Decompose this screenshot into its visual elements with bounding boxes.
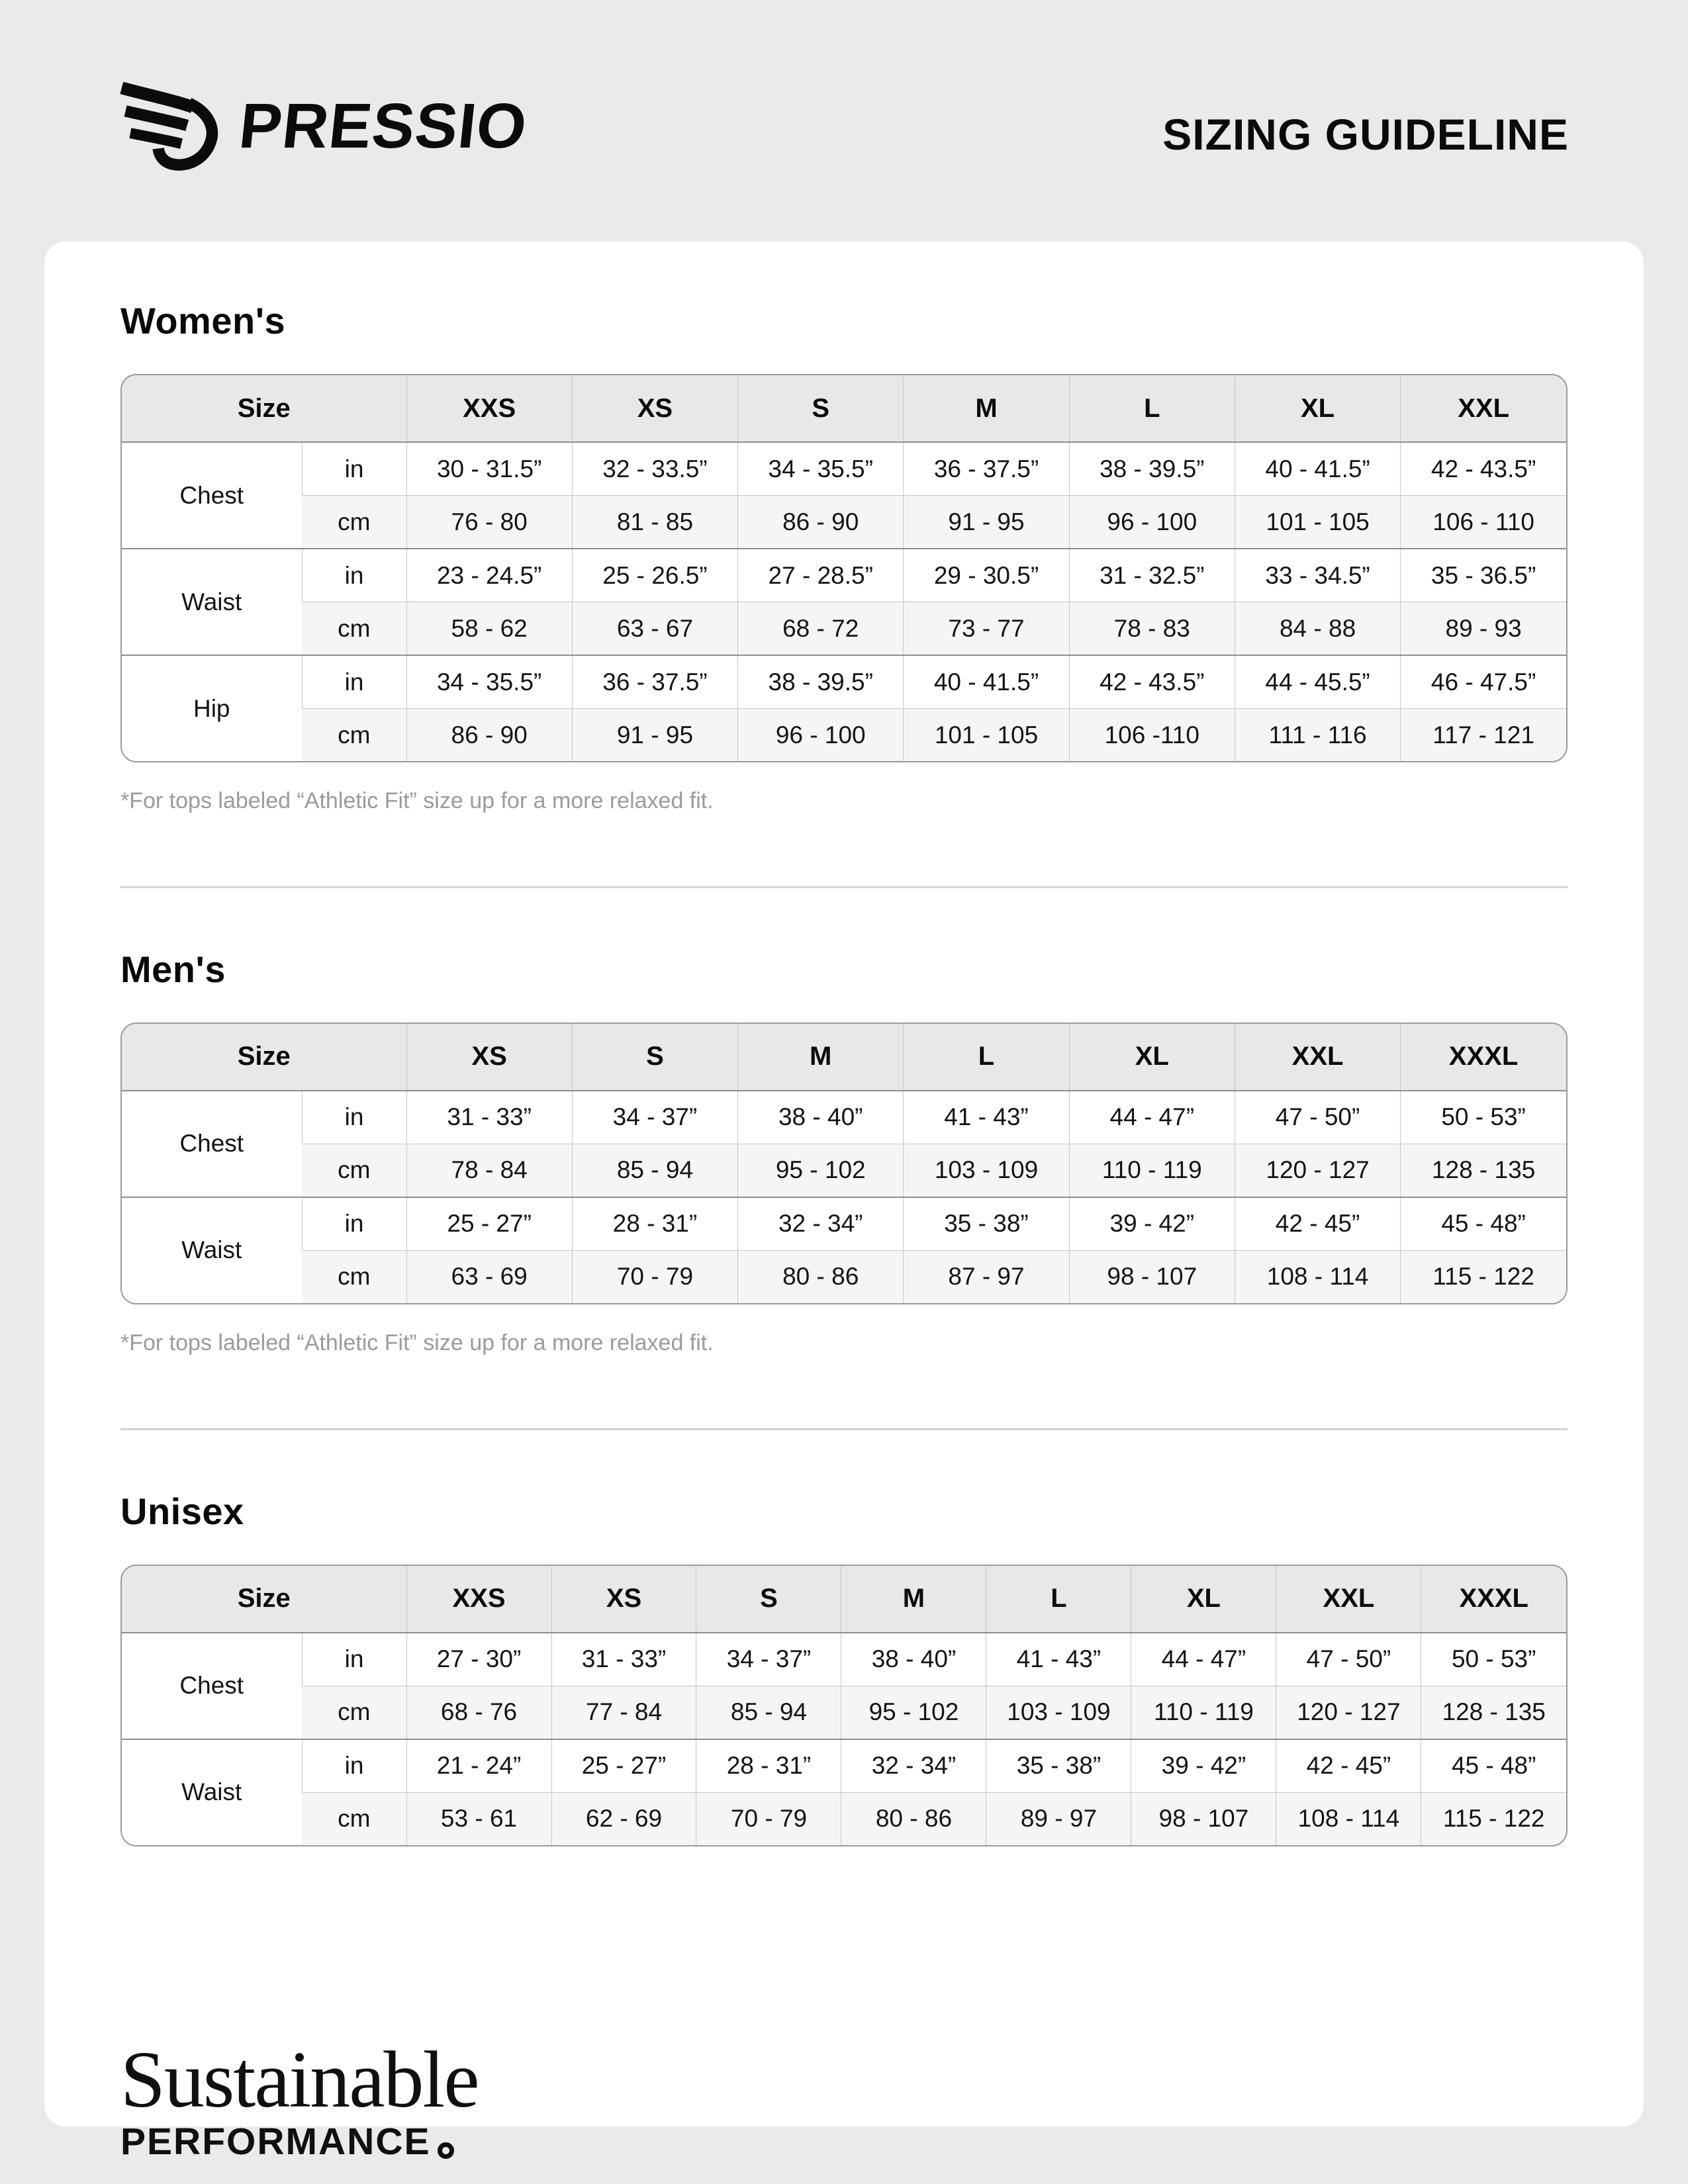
col-header-xl: XL [1235, 375, 1400, 442]
size-value: 120 - 127 [1235, 1144, 1400, 1197]
size-value: 42 - 45” [1235, 1197, 1400, 1251]
size-value: 91 - 95 [572, 709, 737, 762]
page-title: SIZING GUIDELINE [1162, 110, 1569, 159]
unisex-table [122, 1566, 1566, 1845]
unit-label-in: in [302, 1091, 406, 1144]
size-value: 96 - 100 [1069, 496, 1235, 549]
col-header-xxxl: XXXL [1421, 1566, 1566, 1633]
size-value: 21 - 24” [406, 1739, 551, 1793]
size-value: 36 - 37.5” [904, 442, 1069, 496]
size-value: 86 - 90 [738, 496, 904, 549]
size-value: 47 - 50” [1235, 1091, 1400, 1144]
size-value: 95 - 102 [738, 1144, 904, 1197]
size-value: 87 - 97 [904, 1250, 1069, 1303]
measure-label-chest: Chest [122, 1091, 302, 1197]
col-header-s: S [738, 375, 904, 442]
unit-label-cm: cm [302, 1144, 406, 1197]
size-value: 25 - 26.5” [572, 549, 737, 602]
size-value: 40 - 41.5” [1235, 442, 1400, 496]
footnote-mens: *For tops labeled “Athletic Fit” size up for a more relaxed fit. [120, 1330, 714, 1355]
size-value: 28 - 31” [572, 1197, 737, 1251]
measure-label-waist: Waist [122, 1739, 302, 1845]
page-header [0, 0, 1688, 242]
size-value: 41 - 43” [904, 1091, 1069, 1144]
size-value: 101 - 105 [1235, 496, 1400, 549]
size-value: 53 - 61 [406, 1792, 551, 1845]
brand-logo [118, 78, 531, 175]
col-header-xs: XS [551, 1566, 696, 1633]
footer-performance-word: PERFORMANCE [120, 2120, 431, 2163]
col-header-xxs: XXS [406, 1566, 551, 1633]
size-value: 101 - 105 [904, 709, 1069, 762]
section-divider [120, 886, 1568, 888]
size-value: 35 - 38” [904, 1197, 1069, 1251]
unit-label-cm: cm [302, 1250, 406, 1303]
unit-label-in: in [302, 442, 406, 496]
size-value: 39 - 42” [1069, 1197, 1235, 1251]
unit-label-in: in [302, 655, 406, 709]
col-header-l: L [986, 1566, 1131, 1633]
col-header-s: S [572, 1024, 737, 1091]
unit-label-in: in [302, 549, 406, 602]
unit-label-cm: cm [302, 1792, 406, 1845]
section-title-mens: Men's [120, 948, 226, 990]
col-header-xs: XS [572, 375, 737, 442]
size-value: 25 - 27” [406, 1197, 572, 1251]
size-value: 38 - 40” [841, 1633, 986, 1686]
section-divider [120, 1428, 1568, 1430]
size-value: 34 - 37” [572, 1091, 737, 1144]
size-value: 108 - 114 [1276, 1792, 1421, 1845]
unit-label-cm: cm [302, 709, 406, 762]
col-header-size: Size [122, 1566, 406, 1633]
size-value: 98 - 107 [1131, 1792, 1276, 1845]
col-header-size: Size [122, 1024, 406, 1091]
size-value: 128 - 135 [1401, 1144, 1566, 1197]
size-value: 98 - 107 [1069, 1250, 1235, 1303]
size-value: 38 - 40” [738, 1091, 904, 1144]
size-value: 80 - 86 [738, 1250, 904, 1303]
size-value: 86 - 90 [406, 709, 572, 762]
size-value: 120 - 127 [1276, 1686, 1421, 1739]
size-value: 38 - 39.5” [1069, 442, 1235, 496]
size-value: 30 - 31.5” [406, 442, 572, 496]
brand-wordmark: PRESSIO [236, 91, 531, 161]
size-value: 103 - 109 [904, 1144, 1069, 1197]
size-value: 42 - 45” [1276, 1739, 1421, 1793]
unit-label-in: in [302, 1739, 406, 1793]
size-value: 128 - 135 [1421, 1686, 1566, 1739]
size-value: 29 - 30.5” [904, 549, 1069, 602]
col-header-xxl: XXL [1401, 375, 1566, 442]
size-value: 77 - 84 [551, 1686, 696, 1739]
size-value: 89 - 97 [986, 1792, 1131, 1845]
size-value: 44 - 45.5” [1235, 655, 1400, 709]
unit-label-in: in [302, 1197, 406, 1251]
col-header-m: M [841, 1566, 986, 1633]
section-title-womens: Women's [120, 300, 286, 341]
size-value: 27 - 30” [406, 1633, 551, 1686]
size-value: 106 - 110 [1401, 496, 1566, 549]
col-header-xxxl: XXXL [1401, 1024, 1566, 1091]
size-value: 45 - 48” [1421, 1739, 1566, 1793]
size-value: 23 - 24.5” [406, 549, 572, 602]
size-value: 85 - 94 [696, 1686, 841, 1739]
unit-label-cm: cm [302, 496, 406, 549]
size-value: 84 - 88 [1235, 602, 1400, 656]
size-value: 115 - 122 [1421, 1792, 1566, 1845]
size-value: 31 - 33” [406, 1091, 572, 1144]
size-value: 35 - 36.5” [1401, 549, 1566, 602]
col-header-xl: XL [1069, 1024, 1235, 1091]
size-value: 110 - 119 [1069, 1144, 1235, 1197]
col-header-m: M [904, 375, 1069, 442]
size-value: 44 - 47” [1069, 1091, 1235, 1144]
size-value: 28 - 31” [696, 1739, 841, 1793]
size-value: 73 - 77 [904, 602, 1069, 656]
size-value: 91 - 95 [904, 496, 1069, 549]
size-value: 31 - 32.5” [1069, 549, 1235, 602]
size-value: 45 - 48” [1401, 1197, 1566, 1251]
col-header-xxl: XXL [1235, 1024, 1400, 1091]
size-value: 103 - 109 [986, 1686, 1131, 1739]
unit-label-cm: cm [302, 602, 406, 656]
col-header-size: Size [122, 375, 406, 442]
size-value: 50 - 53” [1421, 1633, 1566, 1686]
size-value: 78 - 83 [1069, 602, 1235, 656]
size-value: 47 - 50” [1276, 1633, 1421, 1686]
size-value: 39 - 42” [1131, 1739, 1276, 1793]
unisex-size-table [120, 1565, 1568, 1846]
footer-brand-logo [120, 2034, 1568, 2163]
size-value: 25 - 27” [551, 1739, 696, 1793]
size-value: 44 - 47” [1131, 1633, 1276, 1686]
size-value: 34 - 37” [696, 1633, 841, 1686]
size-value: 117 - 121 [1401, 709, 1566, 762]
size-value: 111 - 116 [1235, 709, 1400, 762]
col-header-m: M [738, 1024, 904, 1091]
col-header-l: L [904, 1024, 1069, 1091]
size-value: 36 - 37.5” [572, 655, 737, 709]
size-value: 68 - 72 [738, 602, 904, 656]
size-value: 80 - 86 [841, 1792, 986, 1845]
size-value: 34 - 35.5” [738, 442, 904, 496]
size-value: 70 - 79 [572, 1250, 737, 1303]
size-value: 70 - 79 [696, 1792, 841, 1845]
size-value: 42 - 43.5” [1069, 655, 1235, 709]
size-value: 46 - 47.5” [1401, 655, 1566, 709]
size-value: 58 - 62 [406, 602, 572, 656]
size-value: 108 - 114 [1235, 1250, 1400, 1303]
size-table-sections [120, 302, 1568, 1846]
size-value: 63 - 69 [406, 1250, 572, 1303]
size-value: 40 - 41.5” [904, 655, 1069, 709]
footnote-womens: *For tops labeled “Athletic Fit” size up for a more relaxed fit. [120, 788, 714, 813]
size-value: 35 - 38” [986, 1739, 1131, 1793]
unit-label-in: in [302, 1633, 406, 1686]
measure-label-chest: Chest [122, 442, 302, 549]
size-value: 95 - 102 [841, 1686, 986, 1739]
measure-label-hip: Hip [122, 655, 302, 761]
size-value: 81 - 85 [572, 496, 737, 549]
measure-label-waist: Waist [122, 549, 302, 655]
pressio-wing-icon [118, 78, 224, 175]
size-value: 32 - 33.5” [572, 442, 737, 496]
size-value: 76 - 80 [406, 496, 572, 549]
col-header-xxs: XXS [406, 375, 572, 442]
content-card [44, 242, 1644, 2163]
section-title-unisex: Unisex [120, 1490, 244, 1532]
mens-table [122, 1024, 1566, 1303]
col-header-s: S [696, 1566, 841, 1633]
footer-performance-text [120, 2120, 1568, 2163]
size-value: 63 - 67 [572, 602, 737, 656]
col-header-xxl: XXL [1276, 1566, 1421, 1633]
col-header-xs: XS [406, 1024, 572, 1091]
size-value: 41 - 43” [986, 1633, 1131, 1686]
size-value: 50 - 53” [1401, 1091, 1566, 1144]
size-value: 32 - 34” [841, 1739, 986, 1793]
size-value: 89 - 93 [1401, 602, 1566, 656]
size-value: 62 - 69 [551, 1792, 696, 1845]
size-value: 32 - 34” [738, 1197, 904, 1251]
size-value: 78 - 84 [406, 1144, 572, 1197]
size-value: 115 - 122 [1401, 1250, 1566, 1303]
size-value: 33 - 34.5” [1235, 549, 1400, 602]
measure-label-waist: Waist [122, 1197, 302, 1303]
size-value: 96 - 100 [738, 709, 904, 762]
footer-sustainable-text: Sustainable [120, 2034, 479, 2124]
womens-table [122, 375, 1566, 761]
circle-mark-icon [438, 2142, 454, 2159]
size-value: 110 - 119 [1131, 1686, 1276, 1739]
womens-size-table [120, 374, 1568, 762]
size-value: 42 - 43.5” [1401, 442, 1566, 496]
col-header-xl: XL [1131, 1566, 1276, 1633]
mens-size-table [120, 1023, 1568, 1304]
col-header-l: L [1069, 375, 1235, 442]
size-value: 31 - 33” [551, 1633, 696, 1686]
unit-label-cm: cm [302, 1686, 406, 1739]
size-value: 85 - 94 [572, 1144, 737, 1197]
size-value: 38 - 39.5” [738, 655, 904, 709]
size-value: 34 - 35.5” [406, 655, 572, 709]
measure-label-chest: Chest [122, 1633, 302, 1739]
size-value: 68 - 76 [406, 1686, 551, 1739]
size-value: 27 - 28.5” [738, 549, 904, 602]
size-value: 106 -110 [1069, 709, 1235, 762]
